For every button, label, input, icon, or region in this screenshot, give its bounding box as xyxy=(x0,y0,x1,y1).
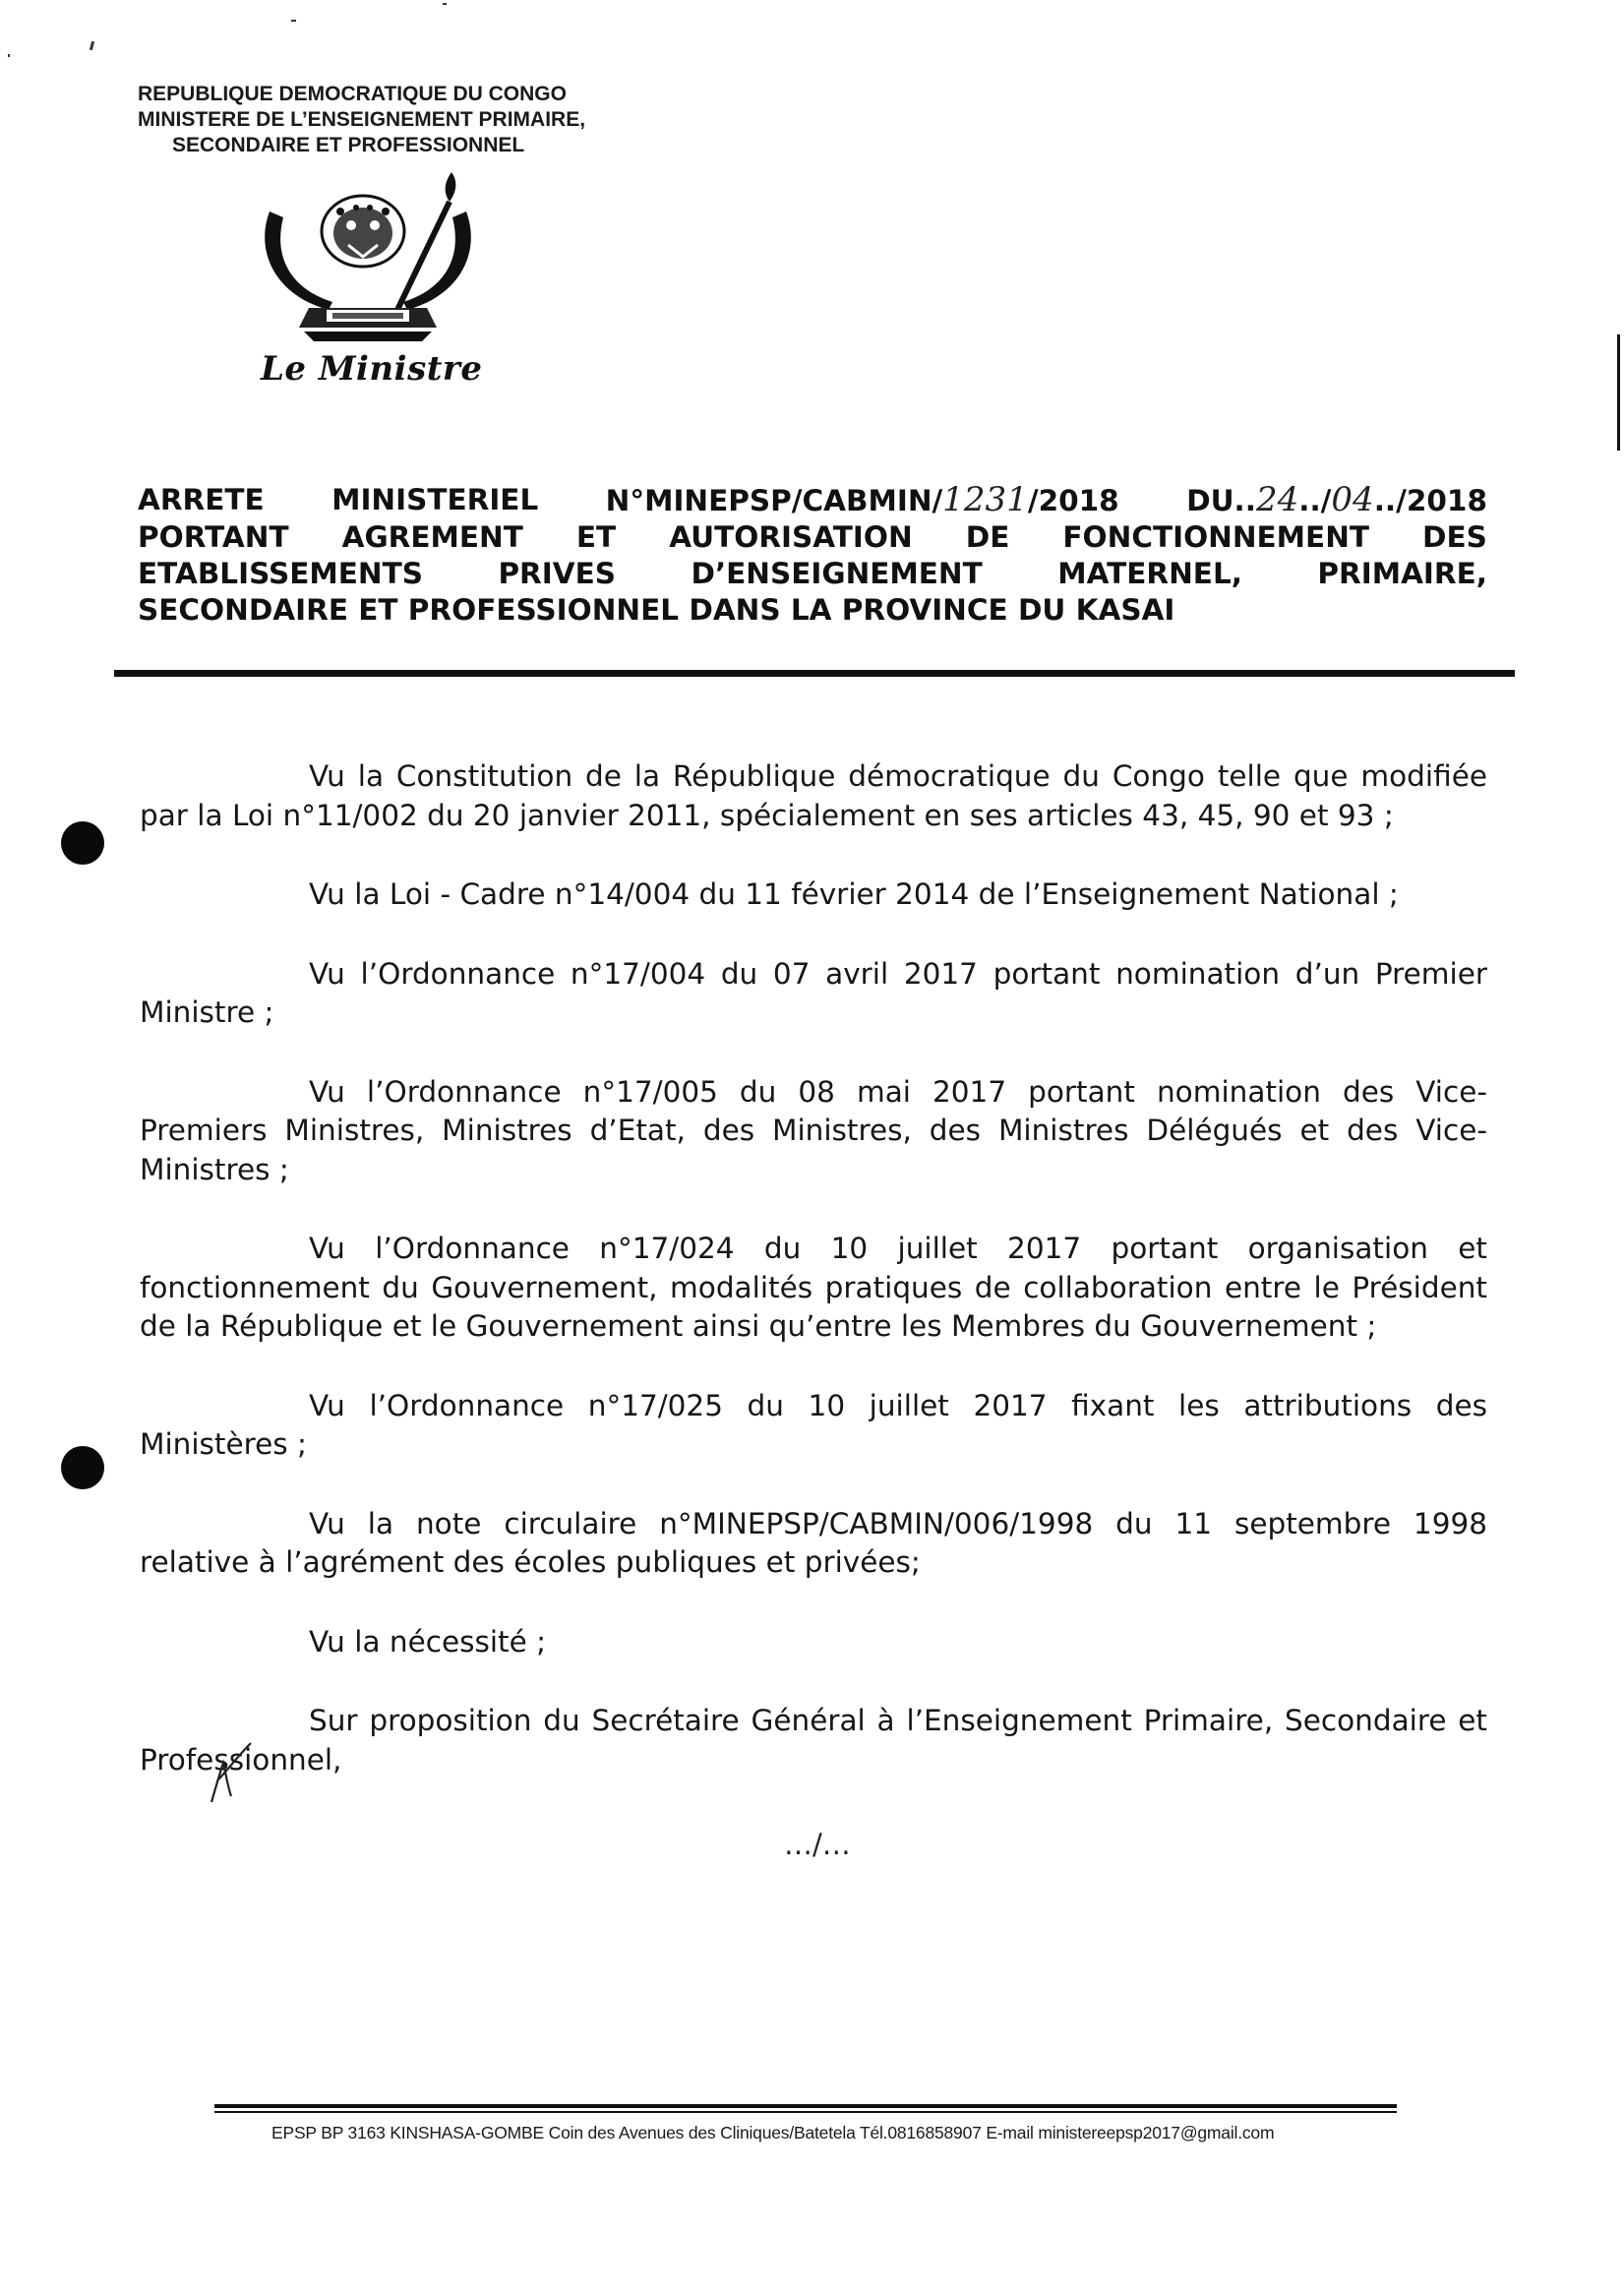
letterhead xyxy=(138,82,585,158)
title-word: FONCTIONNEMENT xyxy=(1062,520,1369,554)
minister-signature-caption: Le Ministre xyxy=(261,349,483,389)
title-word: AGREMENT xyxy=(341,520,523,554)
title-line-text: SECONDAIRE ET PROFESSIONNEL DANS LA PROVINCE DU KASAI xyxy=(138,593,1175,627)
scan-speck xyxy=(8,54,10,57)
country-name: REPUBLIQUE DEMOCRATIQUE DU CONGO xyxy=(138,83,567,105)
title-word: MATERNEL, xyxy=(1057,557,1242,590)
date-separator: ../ xyxy=(1298,484,1332,517)
title-word: MINISTERIEL xyxy=(331,483,539,516)
scan-speck xyxy=(291,20,296,22)
coat-of-arms-emblem xyxy=(250,162,486,359)
scan-edge-bar xyxy=(1617,334,1620,451)
date-prefix: DU.. xyxy=(1186,484,1256,517)
title-word: DES xyxy=(1422,520,1487,554)
preamble-paragraph: Vu la nécessité ; xyxy=(309,1624,547,1659)
footer-divider-thick xyxy=(214,2104,1397,2108)
footer-divider-thin xyxy=(214,2111,1397,2113)
scan-speck xyxy=(90,41,94,50)
preamble-paragraph: Vu la Constitution de la République démocratique du Congo telle que modifiée par la Loi n°11/002 du 20 janvier 2011, spécialement en ses articles 43, 45, 90 et 93 ; xyxy=(140,759,1487,832)
ministry-name-line2: SECONDAIRE ET PROFESSIONNEL xyxy=(172,134,525,156)
ministry-name-line1: MINISTERE DE L’ENSEIGNEMENT PRIMAIRE, xyxy=(138,108,586,131)
title-word: ETABLISSEMENTS xyxy=(138,557,423,590)
title-word: PORTANT xyxy=(138,520,289,554)
footer-contact-info: EPSP BP 3163 KINSHASA-GOMBE Coin des Avenues des Cliniques/Batetela Tél.0816858907 E-mail ministereepsp2017@gmail.com xyxy=(271,2123,1275,2142)
title-line-1 xyxy=(138,482,1487,519)
preamble-paragraph: Vu l’Ordonnance n°17/004 du 07 avril 2017 portant nomination d’un Premier Ministre ; xyxy=(140,956,1487,1029)
title-word: DE xyxy=(965,520,1010,554)
date-suffix: ../2018 xyxy=(1373,484,1487,517)
title-word: D’ENSEIGNEMENT xyxy=(691,557,983,590)
title-divider xyxy=(114,670,1515,677)
title-line-4 xyxy=(138,592,1487,629)
title-word: PRIMAIRE, xyxy=(1317,557,1487,590)
preamble-paragraph: Vu l’Ordonnance n°17/025 du 10 juillet 2017 fixant les attributions des Ministères ; xyxy=(140,1388,1487,1461)
reference-suffix: /2018 xyxy=(1027,484,1119,517)
preamble-paragraph: Vu l’Ordonnance n°17/005 du 08 mai 2017 portant nomination des Vice-Premiers Ministres, Ministres d’Etat, des Ministres, des Ministres Délégués et des Vice-Ministres ; xyxy=(140,1074,1487,1186)
preamble-paragraph: Vu l’Ordonnance n°17/024 du 10 juillet 2017 portant organisation et fonctionnement du Gouvernement, modalités pratiques de collaboration entre le Président de la République et le Gouvernement ainsi qu’entre les Membres du Gouvernement ; xyxy=(140,1232,1487,1343)
handwritten-initials xyxy=(202,1741,271,1810)
decree-reference xyxy=(606,482,1119,519)
scan-speck xyxy=(443,3,447,5)
page-continuation-mark: …/… xyxy=(784,1828,851,1861)
preamble-paragraph: Vu la note circulaire n°MINEPSP/CABMIN/006/1998 du 11 septembre 1998 relative à l’agrément des écoles publiques et privées; xyxy=(140,1506,1487,1579)
decree-title xyxy=(138,482,1487,629)
document-body xyxy=(140,757,1487,1820)
decree-date xyxy=(1186,482,1487,519)
reference-prefix: N°MINEPSP/CABMIN/ xyxy=(605,484,943,517)
preamble-paragraph: Vu la Loi - Cadre n°14/004 du 11 février 2014 de l’Enseignement National ; xyxy=(309,877,1399,911)
title-line-3 xyxy=(138,556,1487,592)
title-line-2 xyxy=(138,519,1487,556)
title-word: ET xyxy=(575,520,617,554)
title-word: AUTORISATION xyxy=(669,520,913,554)
preamble-paragraph: Sur proposition du Secrétaire Général à l’Enseignement Primaire, Secondaire et Professionnel, xyxy=(140,1704,1487,1777)
punch-hole xyxy=(61,821,104,865)
handwritten-month: 04 xyxy=(1331,480,1374,519)
title-word: PRIVES xyxy=(498,557,616,590)
punch-hole xyxy=(61,1446,104,1489)
handwritten-decree-number: 1231 xyxy=(942,480,1028,519)
title-word: ARRETE xyxy=(138,483,265,516)
handwritten-day: 24 xyxy=(1255,480,1299,519)
